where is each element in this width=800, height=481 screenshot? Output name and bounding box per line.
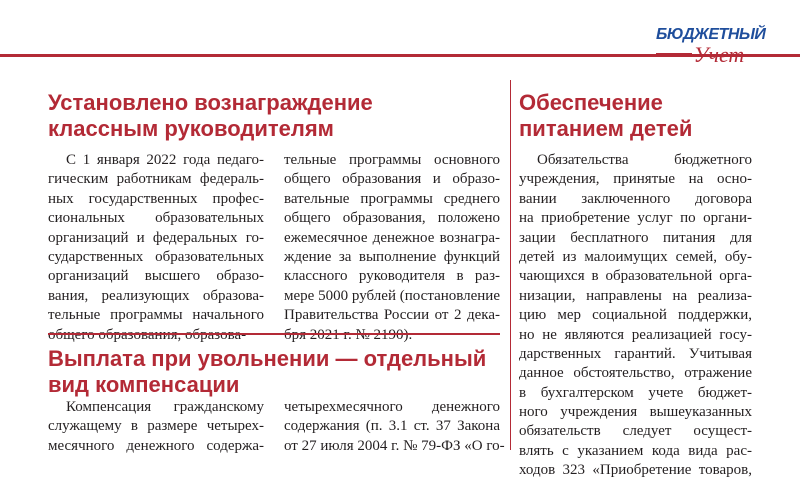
text-line: данное обстоятельство, отражение (519, 365, 752, 382)
text-line: ных государственных профес- (48, 190, 264, 207)
text-line: на приобретение услуг по органи- (519, 210, 752, 227)
text-line: общего образования, положено (284, 210, 500, 227)
text-line: детей из малоимущих семей, обу- (519, 248, 752, 265)
text-line: низации, направлены на реализа- (519, 287, 752, 304)
text-line: месячного денежного содержа- (48, 437, 264, 454)
column-divider (510, 80, 511, 450)
text-line: вания, реализующих образова- (48, 287, 264, 304)
text-line (48, 326, 264, 345)
text-line: мере 5000 рублей (постановление (284, 287, 500, 304)
text-line: влять с указанием кода вида рас- (519, 442, 752, 459)
text-line: цию мер социальной поддержки, (519, 307, 752, 324)
text-line: тельные программы начального (48, 307, 264, 324)
text-line: четырехмесячного денежного (284, 399, 500, 415)
article1-column1 (48, 151, 264, 345)
article2-title: Выплата при увольнении — отдельный вид компенсации (48, 346, 487, 397)
text-line: Обязательства бюджетного (537, 152, 752, 168)
text-line: вании заключенного договора (519, 190, 752, 207)
text-line: Компенсация гражданскому (66, 399, 264, 415)
text-line: чающихся в образовательной орга- (519, 268, 752, 285)
text-line: учреждения, принятые на осно- (519, 171, 752, 188)
article1-title: Установлено вознаграждение классным руководителям (48, 90, 373, 141)
logo-line1: БЮДЖЕТНЫЙ (656, 26, 766, 43)
text-line: вательные программы среднего (284, 190, 500, 207)
text-line: организаций и федеральных го- (48, 229, 264, 246)
text-line: сиональных образовательных (48, 210, 264, 227)
text-line: ежемесячное денежное вознагра- (284, 229, 500, 246)
text-line: ходов 323 «Приобретение товаров, (519, 462, 752, 479)
article2-column1 (48, 398, 264, 456)
text-line: зации бесплатного питания для (519, 229, 752, 246)
text-line: ного учреждения вышеуказанных (519, 404, 752, 421)
text-line: классного руководителя в раз- (284, 268, 500, 285)
text-line: общего образования и образо- (284, 171, 500, 188)
article3-column (519, 151, 752, 481)
text-line (284, 326, 500, 345)
text-line: гическим работникам федераль- (48, 171, 264, 188)
section-divider (48, 333, 500, 335)
text-line: от 27 июля 2004 г. № 79-ФЗ «О го- (284, 437, 505, 454)
text-line: организаций высшего образо- (48, 268, 264, 285)
text-line: ждение за выполнение функций (284, 248, 500, 265)
text-line: С 1 января 2022 года педаго- (66, 152, 264, 168)
text-line: служащему в размере четырех- (48, 418, 264, 435)
text-line: обязательств следует осущест- (519, 423, 752, 440)
text-line: содержания (п. 3.1 ст. 37 Закона (284, 418, 500, 435)
logo-line2: Учет (693, 42, 745, 67)
text-line: Правительства России от 2 дека- (284, 307, 500, 324)
text-line: дарственных гарантий. Учитывая (519, 345, 752, 362)
article3-title: Обеспечение питанием детей (519, 90, 693, 141)
article1-column2 (284, 151, 500, 345)
article2-column2 (284, 398, 505, 456)
magazine-logo (656, 26, 766, 74)
text-line: тельные программы основного (284, 152, 500, 168)
text-line: но не являются реализацией госу- (519, 326, 752, 343)
text-line: сударственных образовательных (48, 248, 264, 265)
text-line: в бухгалтерском учете бюджет- (519, 384, 752, 401)
